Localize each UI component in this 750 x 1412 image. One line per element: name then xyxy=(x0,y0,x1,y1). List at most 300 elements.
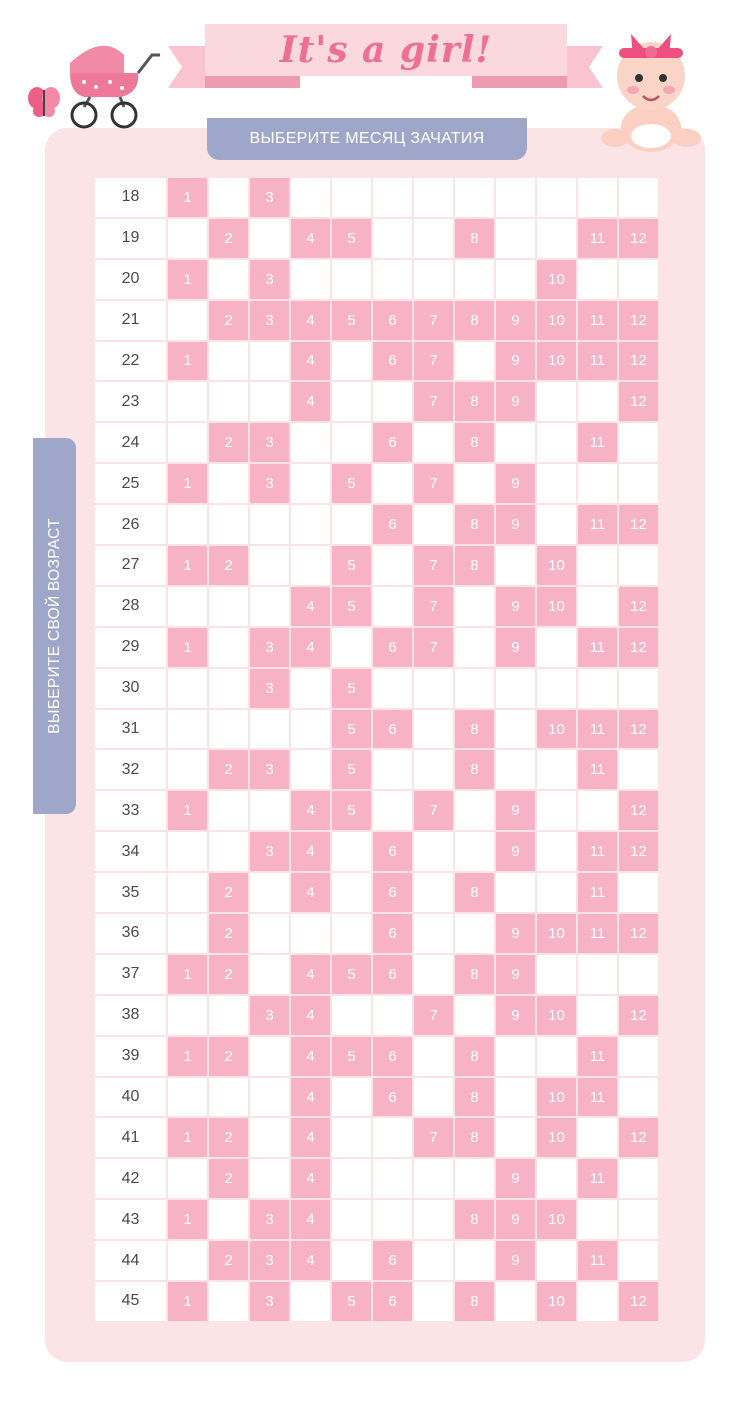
girl-month-cell[interactable]: 11 xyxy=(578,832,617,871)
girl-month-cell[interactable]: 12 xyxy=(619,219,658,258)
empty-month-cell[interactable] xyxy=(414,1037,453,1076)
empty-month-cell[interactable] xyxy=(578,546,617,585)
empty-month-cell[interactable] xyxy=(578,1118,617,1157)
girl-month-cell[interactable]: 11 xyxy=(578,750,617,789)
girl-month-cell[interactable]: 7 xyxy=(414,1118,453,1157)
empty-month-cell[interactable] xyxy=(332,423,371,462)
empty-month-cell[interactable] xyxy=(209,587,248,626)
girl-month-cell[interactable]: 11 xyxy=(578,628,617,667)
age-cell[interactable]: 33 xyxy=(95,791,166,830)
girl-month-cell[interactable]: 5 xyxy=(332,1037,371,1076)
age-cell[interactable]: 37 xyxy=(95,955,166,994)
girl-month-cell[interactable]: 7 xyxy=(414,301,453,340)
empty-month-cell[interactable] xyxy=(250,791,289,830)
empty-month-cell[interactable] xyxy=(291,750,330,789)
girl-month-cell[interactable]: 9 xyxy=(496,464,535,503)
empty-month-cell[interactable] xyxy=(250,1037,289,1076)
empty-month-cell[interactable] xyxy=(209,464,248,503)
empty-month-cell[interactable] xyxy=(578,996,617,1035)
empty-month-cell[interactable] xyxy=(373,750,412,789)
empty-month-cell[interactable] xyxy=(578,669,617,708)
girl-month-cell[interactable]: 4 xyxy=(291,832,330,871)
empty-month-cell[interactable] xyxy=(250,1159,289,1198)
empty-month-cell[interactable] xyxy=(209,1078,248,1117)
girl-month-cell[interactable]: 1 xyxy=(168,1118,207,1157)
girl-month-cell[interactable]: 12 xyxy=(619,628,658,667)
girl-month-cell[interactable]: 3 xyxy=(250,260,289,299)
empty-month-cell[interactable] xyxy=(250,219,289,258)
empty-month-cell[interactable] xyxy=(291,669,330,708)
age-cell[interactable]: 41 xyxy=(95,1118,166,1157)
girl-month-cell[interactable]: 8 xyxy=(455,546,494,585)
empty-month-cell[interactable] xyxy=(168,669,207,708)
girl-month-cell[interactable]: 4 xyxy=(291,791,330,830)
empty-month-cell[interactable] xyxy=(496,178,535,217)
age-cell[interactable]: 20 xyxy=(95,260,166,299)
empty-month-cell[interactable] xyxy=(414,832,453,871)
girl-month-cell[interactable]: 9 xyxy=(496,301,535,340)
empty-month-cell[interactable] xyxy=(209,996,248,1035)
empty-month-cell[interactable] xyxy=(537,1159,576,1198)
empty-month-cell[interactable] xyxy=(414,505,453,544)
empty-month-cell[interactable] xyxy=(414,178,453,217)
empty-month-cell[interactable] xyxy=(291,546,330,585)
empty-month-cell[interactable] xyxy=(455,628,494,667)
girl-month-cell[interactable]: 11 xyxy=(578,1159,617,1198)
girl-month-cell[interactable]: 1 xyxy=(168,342,207,381)
empty-month-cell[interactable] xyxy=(373,587,412,626)
girl-month-cell[interactable]: 4 xyxy=(291,996,330,1035)
girl-month-cell[interactable]: 9 xyxy=(496,382,535,421)
empty-month-cell[interactable] xyxy=(373,1200,412,1239)
empty-month-cell[interactable] xyxy=(250,710,289,749)
girl-month-cell[interactable]: 4 xyxy=(291,1118,330,1157)
girl-month-cell[interactable]: 3 xyxy=(250,178,289,217)
empty-month-cell[interactable] xyxy=(578,587,617,626)
girl-month-cell[interactable]: 12 xyxy=(619,791,658,830)
girl-month-cell[interactable]: 7 xyxy=(414,791,453,830)
girl-month-cell[interactable]: 2 xyxy=(209,914,248,953)
girl-month-cell[interactable]: 11 xyxy=(578,1037,617,1076)
girl-month-cell[interactable]: 2 xyxy=(209,1118,248,1157)
empty-month-cell[interactable] xyxy=(209,1282,248,1321)
girl-month-cell[interactable]: 8 xyxy=(455,1078,494,1117)
empty-month-cell[interactable] xyxy=(209,178,248,217)
girl-month-cell[interactable]: 11 xyxy=(578,710,617,749)
empty-month-cell[interactable] xyxy=(414,955,453,994)
girl-month-cell[interactable]: 2 xyxy=(209,1159,248,1198)
empty-month-cell[interactable] xyxy=(619,178,658,217)
girl-month-cell[interactable]: 6 xyxy=(373,1282,412,1321)
empty-month-cell[interactable] xyxy=(373,1118,412,1157)
girl-month-cell[interactable]: 2 xyxy=(209,955,248,994)
girl-month-cell[interactable]: 9 xyxy=(496,628,535,667)
empty-month-cell[interactable] xyxy=(619,873,658,912)
empty-month-cell[interactable] xyxy=(619,1037,658,1076)
girl-month-cell[interactable]: 6 xyxy=(373,342,412,381)
empty-month-cell[interactable] xyxy=(537,628,576,667)
empty-month-cell[interactable] xyxy=(496,219,535,258)
empty-month-cell[interactable] xyxy=(414,750,453,789)
girl-month-cell[interactable]: 5 xyxy=(332,710,371,749)
age-cell[interactable]: 39 xyxy=(95,1037,166,1076)
empty-month-cell[interactable] xyxy=(209,342,248,381)
girl-month-cell[interactable]: 8 xyxy=(455,505,494,544)
girl-month-cell[interactable]: 4 xyxy=(291,1037,330,1076)
empty-month-cell[interactable] xyxy=(332,505,371,544)
age-cell[interactable]: 23 xyxy=(95,382,166,421)
empty-month-cell[interactable] xyxy=(455,464,494,503)
empty-month-cell[interactable] xyxy=(291,505,330,544)
girl-month-cell[interactable]: 8 xyxy=(455,750,494,789)
girl-month-cell[interactable]: 4 xyxy=(291,342,330,381)
girl-month-cell[interactable]: 10 xyxy=(537,1200,576,1239)
empty-month-cell[interactable] xyxy=(537,832,576,871)
empty-month-cell[interactable] xyxy=(332,1159,371,1198)
girl-month-cell[interactable]: 10 xyxy=(537,1118,576,1157)
empty-month-cell[interactable] xyxy=(496,1118,535,1157)
empty-month-cell[interactable] xyxy=(250,1078,289,1117)
girl-month-cell[interactable]: 10 xyxy=(537,342,576,381)
girl-month-cell[interactable]: 8 xyxy=(455,1037,494,1076)
girl-month-cell[interactable]: 12 xyxy=(619,301,658,340)
girl-month-cell[interactable]: 7 xyxy=(414,996,453,1035)
empty-month-cell[interactable] xyxy=(455,669,494,708)
empty-month-cell[interactable] xyxy=(373,219,412,258)
girl-month-cell[interactable]: 8 xyxy=(455,382,494,421)
girl-month-cell[interactable]: 1 xyxy=(168,1200,207,1239)
girl-month-cell[interactable]: 12 xyxy=(619,710,658,749)
girl-month-cell[interactable]: 2 xyxy=(209,301,248,340)
girl-month-cell[interactable]: 10 xyxy=(537,1282,576,1321)
empty-month-cell[interactable] xyxy=(537,1241,576,1280)
empty-month-cell[interactable] xyxy=(332,628,371,667)
girl-month-cell[interactable]: 10 xyxy=(537,546,576,585)
girl-month-cell[interactable]: 5 xyxy=(332,750,371,789)
age-selector-tab[interactable] xyxy=(33,438,76,814)
empty-month-cell[interactable] xyxy=(250,955,289,994)
girl-month-cell[interactable]: 3 xyxy=(250,464,289,503)
age-cell[interactable]: 22 xyxy=(95,342,166,381)
empty-month-cell[interactable] xyxy=(455,1159,494,1198)
empty-month-cell[interactable] xyxy=(168,1241,207,1280)
empty-month-cell[interactable] xyxy=(537,750,576,789)
empty-month-cell[interactable] xyxy=(168,873,207,912)
girl-month-cell[interactable]: 3 xyxy=(250,1241,289,1280)
girl-month-cell[interactable]: 8 xyxy=(455,873,494,912)
girl-month-cell[interactable]: 3 xyxy=(250,832,289,871)
girl-month-cell[interactable]: 7 xyxy=(414,342,453,381)
empty-month-cell[interactable] xyxy=(619,1200,658,1239)
empty-month-cell[interactable] xyxy=(496,1078,535,1117)
empty-month-cell[interactable] xyxy=(250,587,289,626)
empty-month-cell[interactable] xyxy=(168,423,207,462)
girl-month-cell[interactable]: 10 xyxy=(537,1078,576,1117)
girl-month-cell[interactable]: 9 xyxy=(496,1200,535,1239)
empty-month-cell[interactable] xyxy=(414,423,453,462)
empty-month-cell[interactable] xyxy=(414,1282,453,1321)
empty-month-cell[interactable] xyxy=(537,505,576,544)
girl-month-cell[interactable]: 10 xyxy=(537,914,576,953)
empty-month-cell[interactable] xyxy=(332,1200,371,1239)
empty-month-cell[interactable] xyxy=(332,914,371,953)
girl-month-cell[interactable]: 10 xyxy=(537,301,576,340)
empty-month-cell[interactable] xyxy=(168,750,207,789)
age-cell[interactable]: 35 xyxy=(95,873,166,912)
girl-month-cell[interactable]: 2 xyxy=(209,750,248,789)
age-cell[interactable]: 29 xyxy=(95,628,166,667)
age-cell[interactable]: 44 xyxy=(95,1241,166,1280)
empty-month-cell[interactable] xyxy=(537,178,576,217)
empty-month-cell[interactable] xyxy=(455,914,494,953)
empty-month-cell[interactable] xyxy=(168,710,207,749)
empty-month-cell[interactable] xyxy=(373,791,412,830)
girl-month-cell[interactable]: 3 xyxy=(250,628,289,667)
girl-month-cell[interactable]: 8 xyxy=(455,1282,494,1321)
empty-month-cell[interactable] xyxy=(373,669,412,708)
girl-month-cell[interactable]: 1 xyxy=(168,628,207,667)
girl-month-cell[interactable]: 12 xyxy=(619,1282,658,1321)
girl-month-cell[interactable]: 11 xyxy=(578,301,617,340)
empty-month-cell[interactable] xyxy=(414,260,453,299)
empty-month-cell[interactable] xyxy=(168,219,207,258)
girl-month-cell[interactable]: 3 xyxy=(250,669,289,708)
girl-month-cell[interactable]: 4 xyxy=(291,382,330,421)
empty-month-cell[interactable] xyxy=(496,710,535,749)
girl-month-cell[interactable]: 1 xyxy=(168,791,207,830)
empty-month-cell[interactable] xyxy=(373,546,412,585)
girl-month-cell[interactable]: 1 xyxy=(168,178,207,217)
empty-month-cell[interactable] xyxy=(373,464,412,503)
age-cell[interactable]: 45 xyxy=(95,1282,166,1321)
empty-month-cell[interactable] xyxy=(414,1078,453,1117)
empty-month-cell[interactable] xyxy=(250,1118,289,1157)
empty-month-cell[interactable] xyxy=(209,710,248,749)
empty-month-cell[interactable] xyxy=(332,342,371,381)
empty-month-cell[interactable] xyxy=(373,260,412,299)
empty-month-cell[interactable] xyxy=(373,178,412,217)
empty-month-cell[interactable] xyxy=(414,669,453,708)
girl-month-cell[interactable]: 5 xyxy=(332,669,371,708)
girl-month-cell[interactable]: 2 xyxy=(209,873,248,912)
age-cell[interactable]: 25 xyxy=(95,464,166,503)
empty-month-cell[interactable] xyxy=(578,1200,617,1239)
girl-month-cell[interactable]: 7 xyxy=(414,628,453,667)
girl-month-cell[interactable]: 4 xyxy=(291,873,330,912)
empty-month-cell[interactable] xyxy=(455,260,494,299)
girl-month-cell[interactable]: 5 xyxy=(332,587,371,626)
empty-month-cell[interactable] xyxy=(414,1200,453,1239)
empty-month-cell[interactable] xyxy=(496,873,535,912)
age-cell[interactable]: 36 xyxy=(95,914,166,953)
empty-month-cell[interactable] xyxy=(209,382,248,421)
empty-month-cell[interactable] xyxy=(537,955,576,994)
empty-month-cell[interactable] xyxy=(619,423,658,462)
girl-month-cell[interactable]: 7 xyxy=(414,382,453,421)
girl-month-cell[interactable]: 8 xyxy=(455,1118,494,1157)
girl-month-cell[interactable]: 12 xyxy=(619,1118,658,1157)
empty-month-cell[interactable] xyxy=(537,669,576,708)
girl-month-cell[interactable]: 4 xyxy=(291,1159,330,1198)
empty-month-cell[interactable] xyxy=(414,219,453,258)
girl-month-cell[interactable]: 8 xyxy=(455,219,494,258)
girl-month-cell[interactable]: 4 xyxy=(291,219,330,258)
empty-month-cell[interactable] xyxy=(168,832,207,871)
empty-month-cell[interactable] xyxy=(332,260,371,299)
girl-month-cell[interactable]: 6 xyxy=(373,1037,412,1076)
girl-month-cell[interactable]: 12 xyxy=(619,996,658,1035)
girl-month-cell[interactable]: 12 xyxy=(619,914,658,953)
girl-month-cell[interactable]: 2 xyxy=(209,546,248,585)
empty-month-cell[interactable] xyxy=(332,382,371,421)
empty-month-cell[interactable] xyxy=(168,505,207,544)
empty-month-cell[interactable] xyxy=(414,1159,453,1198)
girl-month-cell[interactable]: 12 xyxy=(619,587,658,626)
empty-month-cell[interactable] xyxy=(619,1241,658,1280)
empty-month-cell[interactable] xyxy=(496,423,535,462)
girl-month-cell[interactable]: 2 xyxy=(209,1241,248,1280)
age-cell[interactable]: 38 xyxy=(95,996,166,1035)
empty-month-cell[interactable] xyxy=(619,1078,658,1117)
girl-month-cell[interactable]: 6 xyxy=(373,873,412,912)
empty-month-cell[interactable] xyxy=(209,832,248,871)
girl-month-cell[interactable]: 9 xyxy=(496,832,535,871)
empty-month-cell[interactable] xyxy=(619,750,658,789)
girl-month-cell[interactable]: 9 xyxy=(496,1241,535,1280)
empty-month-cell[interactable] xyxy=(168,1159,207,1198)
girl-month-cell[interactable]: 6 xyxy=(373,423,412,462)
girl-month-cell[interactable]: 6 xyxy=(373,505,412,544)
girl-month-cell[interactable]: 5 xyxy=(332,546,371,585)
girl-month-cell[interactable]: 3 xyxy=(250,1282,289,1321)
girl-month-cell[interactable]: 1 xyxy=(168,1037,207,1076)
age-cell[interactable]: 43 xyxy=(95,1200,166,1239)
girl-month-cell[interactable]: 3 xyxy=(250,301,289,340)
girl-month-cell[interactable]: 6 xyxy=(373,955,412,994)
empty-month-cell[interactable] xyxy=(168,996,207,1035)
empty-month-cell[interactable] xyxy=(455,587,494,626)
girl-month-cell[interactable]: 3 xyxy=(250,750,289,789)
empty-month-cell[interactable] xyxy=(619,546,658,585)
age-cell[interactable]: 18 xyxy=(95,178,166,217)
girl-month-cell[interactable]: 6 xyxy=(373,832,412,871)
girl-month-cell[interactable]: 4 xyxy=(291,1200,330,1239)
empty-month-cell[interactable] xyxy=(168,587,207,626)
empty-month-cell[interactable] xyxy=(496,546,535,585)
empty-month-cell[interactable] xyxy=(209,628,248,667)
girl-month-cell[interactable]: 6 xyxy=(373,628,412,667)
girl-month-cell[interactable]: 5 xyxy=(332,301,371,340)
empty-month-cell[interactable] xyxy=(496,1282,535,1321)
empty-month-cell[interactable] xyxy=(496,669,535,708)
girl-month-cell[interactable]: 1 xyxy=(168,260,207,299)
girl-month-cell[interactable]: 3 xyxy=(250,996,289,1035)
empty-month-cell[interactable] xyxy=(250,505,289,544)
empty-month-cell[interactable] xyxy=(578,382,617,421)
empty-month-cell[interactable] xyxy=(332,996,371,1035)
empty-month-cell[interactable] xyxy=(332,1241,371,1280)
empty-month-cell[interactable] xyxy=(250,382,289,421)
age-cell[interactable]: 21 xyxy=(95,301,166,340)
empty-month-cell[interactable] xyxy=(332,1078,371,1117)
girl-month-cell[interactable]: 9 xyxy=(496,914,535,953)
girl-month-cell[interactable]: 7 xyxy=(414,587,453,626)
empty-month-cell[interactable] xyxy=(209,669,248,708)
age-cell[interactable]: 34 xyxy=(95,832,166,871)
empty-month-cell[interactable] xyxy=(332,1118,371,1157)
empty-month-cell[interactable] xyxy=(291,710,330,749)
girl-month-cell[interactable]: 9 xyxy=(496,996,535,1035)
girl-month-cell[interactable]: 11 xyxy=(578,342,617,381)
age-cell[interactable]: 27 xyxy=(95,546,166,585)
empty-month-cell[interactable] xyxy=(537,464,576,503)
empty-month-cell[interactable] xyxy=(537,873,576,912)
empty-month-cell[interactable] xyxy=(332,178,371,217)
girl-month-cell[interactable]: 12 xyxy=(619,342,658,381)
girl-month-cell[interactable]: 10 xyxy=(537,710,576,749)
empty-month-cell[interactable] xyxy=(496,750,535,789)
empty-month-cell[interactable] xyxy=(209,505,248,544)
empty-month-cell[interactable] xyxy=(250,342,289,381)
girl-month-cell[interactable]: 11 xyxy=(578,219,617,258)
empty-month-cell[interactable] xyxy=(537,423,576,462)
girl-month-cell[interactable]: 2 xyxy=(209,1037,248,1076)
age-cell[interactable]: 32 xyxy=(95,750,166,789)
empty-month-cell[interactable] xyxy=(537,219,576,258)
empty-month-cell[interactable] xyxy=(291,464,330,503)
empty-month-cell[interactable] xyxy=(168,1078,207,1117)
girl-month-cell[interactable]: 4 xyxy=(291,955,330,994)
age-cell[interactable]: 19 xyxy=(95,219,166,258)
empty-month-cell[interactable] xyxy=(619,464,658,503)
girl-month-cell[interactable]: 8 xyxy=(455,301,494,340)
girl-month-cell[interactable]: 11 xyxy=(578,505,617,544)
empty-month-cell[interactable] xyxy=(291,423,330,462)
empty-month-cell[interactable] xyxy=(168,914,207,953)
empty-month-cell[interactable] xyxy=(332,873,371,912)
girl-month-cell[interactable]: 1 xyxy=(168,464,207,503)
girl-month-cell[interactable]: 6 xyxy=(373,301,412,340)
girl-month-cell[interactable]: 2 xyxy=(209,423,248,462)
girl-month-cell[interactable]: 11 xyxy=(578,873,617,912)
girl-month-cell[interactable]: 1 xyxy=(168,955,207,994)
empty-month-cell[interactable] xyxy=(291,1282,330,1321)
girl-month-cell[interactable]: 9 xyxy=(496,587,535,626)
empty-month-cell[interactable] xyxy=(332,832,371,871)
empty-month-cell[interactable] xyxy=(578,955,617,994)
girl-month-cell[interactable]: 12 xyxy=(619,505,658,544)
empty-month-cell[interactable] xyxy=(291,914,330,953)
girl-month-cell[interactable]: 4 xyxy=(291,301,330,340)
empty-month-cell[interactable] xyxy=(455,832,494,871)
empty-month-cell[interactable] xyxy=(578,260,617,299)
girl-month-cell[interactable]: 4 xyxy=(291,1078,330,1117)
age-cell[interactable]: 31 xyxy=(95,710,166,749)
empty-month-cell[interactable] xyxy=(619,955,658,994)
girl-month-cell[interactable]: 11 xyxy=(578,423,617,462)
girl-month-cell[interactable]: 8 xyxy=(455,423,494,462)
empty-month-cell[interactable] xyxy=(168,382,207,421)
girl-month-cell[interactable]: 9 xyxy=(496,1159,535,1198)
girl-month-cell[interactable]: 8 xyxy=(455,1200,494,1239)
empty-month-cell[interactable] xyxy=(496,260,535,299)
girl-month-cell[interactable]: 4 xyxy=(291,587,330,626)
empty-month-cell[interactable] xyxy=(455,996,494,1035)
girl-month-cell[interactable]: 5 xyxy=(332,219,371,258)
empty-month-cell[interactable] xyxy=(537,791,576,830)
empty-month-cell[interactable] xyxy=(496,1037,535,1076)
empty-month-cell[interactable] xyxy=(250,914,289,953)
